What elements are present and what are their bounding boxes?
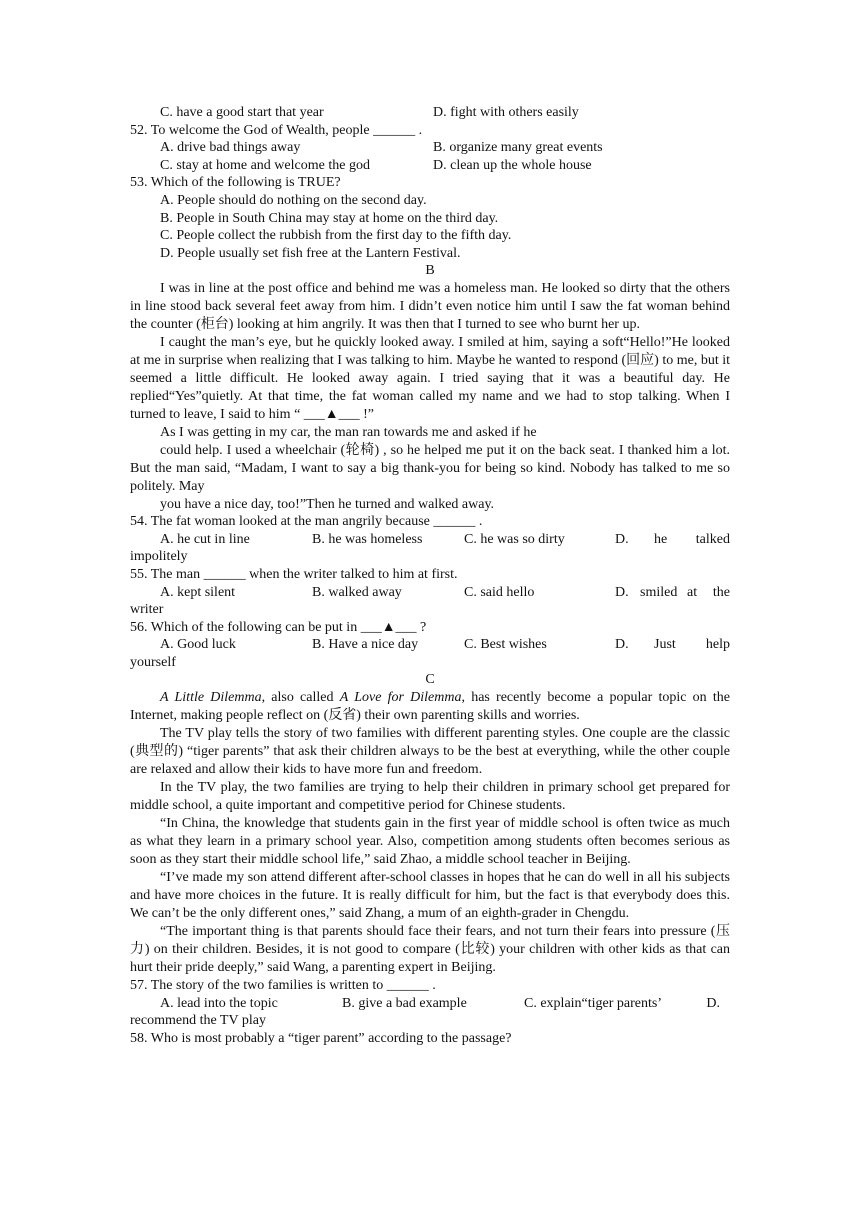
q52-option-a: A. drive bad things away <box>160 140 301 156</box>
q56-option-c: C. Best wishes <box>464 637 547 653</box>
section-c-paragraph-2: The TV play tells the story of two families with different parenting styles. One couple are the classic (典型的) “tiger parents” that ask their children always to be the best at everything, while the other couple are relaxed and allow their kids to have more fun and freedom. <box>130 726 730 778</box>
section-c-paragraph-1 <box>130 689 730 725</box>
q52-options-ab <box>130 139 730 157</box>
q58-stem: 58. Who is most probably a “tiger parent” according to the passage? <box>130 1030 512 1046</box>
section-c-paragraph-1-mid: , also called <box>261 690 340 706</box>
q52-option-d: D. clean up the whole house <box>433 157 592 173</box>
q55-option-d-label: D. <box>615 584 629 600</box>
q52-options-cd <box>130 157 730 175</box>
q56-option-b: B. Have a nice day <box>312 637 419 653</box>
section-c-paragraph-1-rest: , has recently become a popular topic on the Internet, making people reflect on (反省) their own parenting skills and worries. <box>130 690 730 724</box>
q54-option-d-label: D. <box>615 531 629 547</box>
q54-option-c: C. he was so dirty <box>464 531 565 547</box>
q54-option-d-wrap: impolitely <box>130 549 188 565</box>
q54-option-d-word-1: he <box>654 531 668 547</box>
q53-stem: 53. Which of the following is TRUE? <box>130 175 341 191</box>
q56-option-d-word-2: help <box>705 637 730 653</box>
q55-stem: 55. The man ______ when the writer talked to him at first. <box>130 566 458 582</box>
q53-option-a: A. People should do nothing on the second day. <box>160 192 427 208</box>
q57-option-d-label: D. <box>706 995 720 1011</box>
q56-option-a: A. Good luck <box>160 637 236 653</box>
section-c-paragraph-6: “The important thing is that parents should face their fears, and not turn their fears into pressure (压力) on their children. Besides, it is not good to compare (比较) your children with other kids as that can hurt their pride deeply,” said Wang, a parenting expert in Beijing. <box>130 924 730 976</box>
q56-option-d-wrap: yourself <box>130 654 176 670</box>
q51-option-d: D. fight with others easily <box>433 105 579 120</box>
section-b-heading: B <box>425 263 435 279</box>
q57-option-b: B. give a bad example <box>342 995 467 1011</box>
q52-option-c: C. stay at home and welcome the god <box>160 157 370 173</box>
section-b-paragraph-3-line-3: you have a nice day, too!”Then he turned and walked away. <box>160 496 495 512</box>
q54-option-a: A. he cut in line <box>160 531 250 547</box>
q53-option-b: B. People in South China may stay at home on the third day. <box>160 210 499 226</box>
q53-option-d: D. People usually set fish free at the Lantern Festival. <box>160 245 461 261</box>
section-c-paragraph-3: In the TV play, the two families are trying to help their children in primary school get prepared for middle school, a quite important and competitive period for Chinese students. <box>130 780 730 814</box>
q54-options <box>130 531 730 549</box>
section-c-heading: C <box>425 672 435 688</box>
tv-play-alt-title: A Love for Dilemma <box>339 690 462 706</box>
q57-option-c: C. explain“tiger parents’ <box>524 995 663 1011</box>
q57-option-a: A. lead into the topic <box>160 995 278 1011</box>
q55-option-a: A. kept silent <box>160 584 236 600</box>
exam-page <box>130 104 730 1047</box>
q55-option-d-word-3: the <box>712 584 730 600</box>
q56-option-d-word-1: Just <box>654 637 676 653</box>
q54-option-d-word-2: talked <box>695 531 730 547</box>
q55-option-d-wrap: writer <box>130 602 164 618</box>
section-b-paragraph-3-line-1: As I was getting in my car, the man ran towards me and asked if he <box>160 424 537 440</box>
tv-play-title: A Little Dilemma <box>160 690 262 706</box>
q56-options <box>130 636 730 654</box>
section-b-paragraph-2: I caught the man’s eye, but he quickly looked away. I smiled at him, saying a soft“Hello!”He looked at me in surprise when realizing that I was talking to him. Maybe he wanted to respond (回应) to me, but it seemed a little difficult. He looked away again. I tried saying that it was a beautiful day. He replied“Yes”quietly. At that time, the fat woman called my name and we had to stop talking. When I turned to leave, I said to him “ ___▲___ !” <box>130 334 730 422</box>
q55-option-b: B. walked away <box>312 584 402 600</box>
q53-option-c: C. People collect the rubbish from the first day to the fifth day. <box>160 228 512 244</box>
q55-option-c: C. said hello <box>464 584 535 600</box>
section-c-paragraph-4: “In China, the knowledge that students gain in the first year of middle school is often twice as much as what they learn in a primary school year. Also, competition among students often becomes serious as soon as they start their middle school life,” said Zhao, a middle school teacher in Beijing. <box>130 816 730 868</box>
q52-stem: 52. To welcome the God of Wealth, people ______ . <box>130 122 423 138</box>
q57-options <box>130 995 730 1013</box>
q56-option-d-label: D. <box>615 637 629 653</box>
section-c-paragraph-5: “I’ve made my son attend different after-school classes in hopes that he can do well in all his subjects and have more choices in the future. It is really difficult for him, but the fact is that everybody does this. We can’t be the only different ones,” said Zhang, a mum of an eighth-grader in Chengdu. <box>130 870 730 922</box>
q55-options <box>130 584 730 602</box>
q55-option-d-word-1: smiled <box>640 584 678 600</box>
q54-stem: 54. The fat woman looked at the man angrily because ______ . <box>130 514 483 530</box>
q51-option-c: C. have a good start that year <box>160 105 324 120</box>
q57-stem: 57. The story of the two families is written to ______ . <box>130 978 436 994</box>
section-b-paragraph-3-line-2: could help. I used a wheelchair (轮椅) , so he helped me put it on the back seat. I thanked him a lot. But the man said, “Madam, I want to say a big thank-you for being so kind. Nobody has talked to me so politely. May <box>130 442 730 494</box>
q57-option-d-wrap: recommend the TV play <box>130 1013 266 1029</box>
section-b-paragraph-1: I was in line at the post office and behind me was a homeless man. He looked so dirty that the others in line stood back several feet away from him. I didn’t even notice him until I saw the fat woman behind the counter (柜台) looking at him angrily. It was then that I turned to see who burnt her up. <box>130 280 730 332</box>
q55-option-d-word-2: at <box>687 584 698 600</box>
q54-option-b: B. he was homeless <box>312 531 423 547</box>
q51-options-cd <box>130 104 730 122</box>
q52-option-b: B. organize many great events <box>433 140 603 156</box>
q56-stem: 56. Which of the following can be put in ___▲___ ? <box>130 619 427 635</box>
